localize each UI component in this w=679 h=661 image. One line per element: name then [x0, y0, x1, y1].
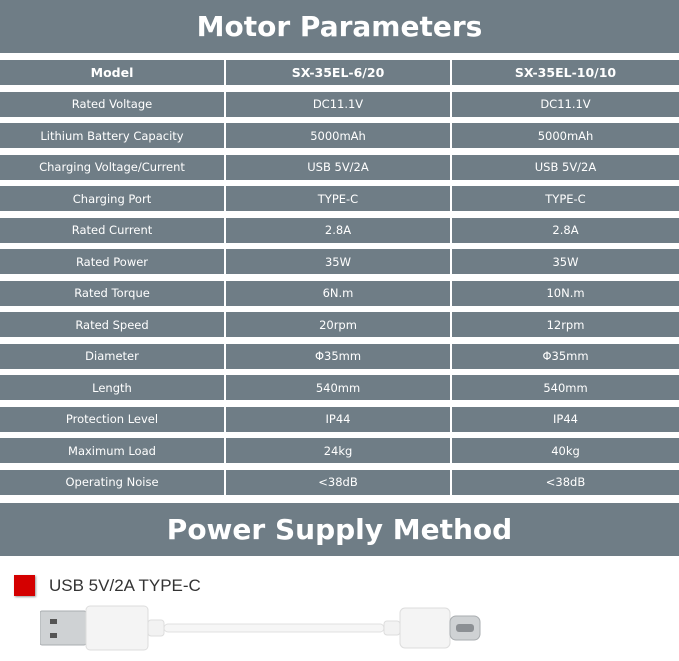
- parameter-value-cell: 5000mAh: [226, 123, 452, 148]
- table-row: [0, 438, 679, 463]
- parameter-value-cell: 35W: [452, 249, 679, 274]
- parameter-value-cell: IP44: [452, 407, 679, 432]
- parameter-value-cell: <38dB: [452, 470, 679, 495]
- parameter-value-cell: 2.8A: [452, 218, 679, 243]
- table-row: [0, 407, 679, 432]
- parameter-value-cell: TYPE-C: [226, 186, 452, 211]
- table-row: [0, 312, 679, 337]
- parameter-name-cell: Rated Current: [0, 218, 226, 243]
- red-square-icon: [14, 575, 35, 596]
- parameter-value-cell: <38dB: [226, 470, 452, 495]
- header-cell-model: Model: [0, 60, 226, 85]
- parameter-name-cell: Rated Power: [0, 249, 226, 274]
- parameter-name-cell: Charging Voltage/Current: [0, 155, 226, 180]
- parameter-value-cell: Φ35mm: [226, 344, 452, 369]
- table-row: [0, 281, 679, 306]
- parameter-name-cell: Maximum Load: [0, 438, 226, 463]
- table-row: [0, 344, 679, 369]
- parameter-value-cell: USB 5V/2A: [452, 155, 679, 180]
- parameter-name-cell: Charging Port: [0, 186, 226, 211]
- table-row: [0, 123, 679, 148]
- parameter-value-cell: 6N.m: [226, 281, 452, 306]
- parameter-value-cell: Φ35mm: [452, 344, 679, 369]
- parameter-value-cell: 20rpm: [226, 312, 452, 337]
- parameter-value-cell: 540mm: [452, 375, 679, 400]
- parameter-name-cell: Length: [0, 375, 226, 400]
- parameter-value-cell: IP44: [226, 407, 452, 432]
- header-cell-model-a: SX-35EL-6/20: [226, 60, 452, 85]
- parameter-value-cell: DC11.1V: [452, 92, 679, 117]
- parameter-name-cell: Diameter: [0, 344, 226, 369]
- motor-parameters-title: Motor Parameters: [0, 0, 679, 53]
- parameter-name-cell: Rated Speed: [0, 312, 226, 337]
- power-supply-title: Power Supply Method: [0, 503, 679, 556]
- parameter-value-cell: 12rpm: [452, 312, 679, 337]
- table-row: [0, 186, 679, 211]
- table-row: [0, 375, 679, 400]
- table-header-row: [0, 60, 679, 85]
- usb-type-c-cable-icon: [40, 600, 500, 660]
- parameter-value-cell: 24kg: [226, 438, 452, 463]
- parameter-name-cell: Rated Torque: [0, 281, 226, 306]
- parameter-value-cell: DC11.1V: [226, 92, 452, 117]
- parameter-value-cell: 35W: [226, 249, 452, 274]
- table-row: [0, 249, 679, 274]
- parameter-value-cell: 40kg: [452, 438, 679, 463]
- parameter-value-cell: 5000mAh: [452, 123, 679, 148]
- power-supply-label: USB 5V/2A TYPE-C: [49, 575, 201, 595]
- parameter-value-cell: 2.8A: [226, 218, 452, 243]
- parameter-value-cell: 540mm: [226, 375, 452, 400]
- parameter-name-cell: Operating Noise: [0, 470, 226, 495]
- table-row: [0, 155, 679, 180]
- power-supply-item: [14, 575, 201, 596]
- parameter-name-cell: Lithium Battery Capacity: [0, 123, 226, 148]
- parameter-value-cell: 10N.m: [452, 281, 679, 306]
- parameter-value-cell: USB 5V/2A: [226, 155, 452, 180]
- header-cell-model-b: SX-35EL-10/10: [452, 60, 679, 85]
- table-row: [0, 92, 679, 117]
- parameter-name-cell: Rated Voltage: [0, 92, 226, 117]
- parameter-name-cell: Protection Level: [0, 407, 226, 432]
- table-row: [0, 470, 679, 495]
- table-row: [0, 218, 679, 243]
- parameter-value-cell: TYPE-C: [452, 186, 679, 211]
- motor-parameters-table: [0, 60, 679, 501]
